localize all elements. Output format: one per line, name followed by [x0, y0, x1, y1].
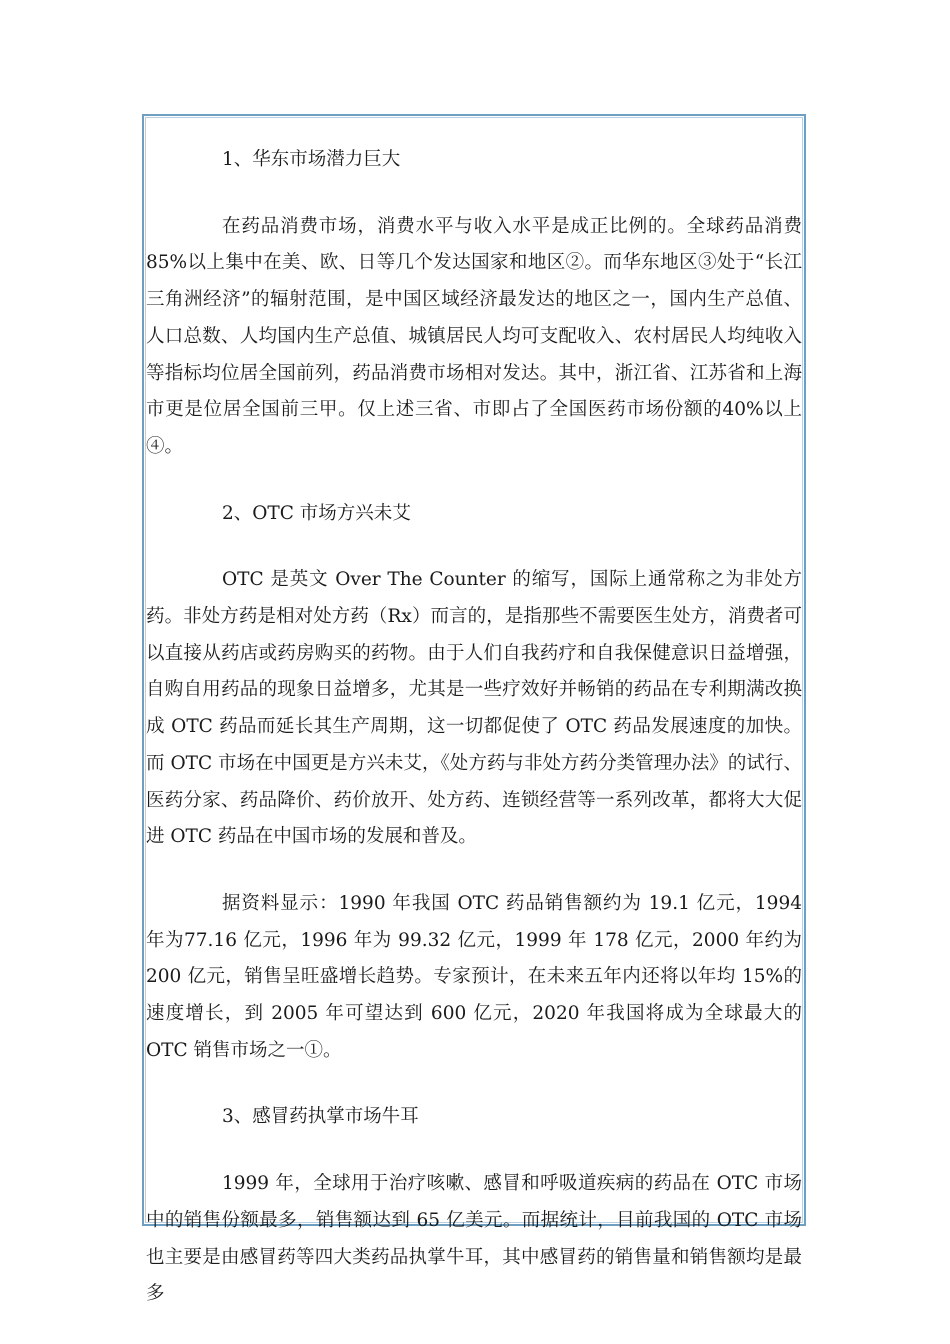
- section-heading: 1、华东市场潜力巨大: [222, 149, 401, 170]
- paragraph: 在药品消费市场，消费水平与收入水平是成正比例的。全球药品消费85%以上集中在美、欧、日等几个发达国家和地区②。而华东地区③处于“长江三角洲经济”的辐射范围，是中国区域经济最发达的地区之一，国内生产总值、人口总数、人均国内生产总值、城镇居民人均可支配收入、农村居民人均纯收入等指标均位居全国前列，药品消费市场相对发达。其中，浙江省、江苏省和上海市更是位居全国前三甲。仅上述三省、市即占了全国医药市场份额的40%以上④。: [146, 215, 802, 457]
- spacer: [146, 466, 802, 496]
- paragraph: OTC 是英文 Over The Counter 的缩写，国际上通常称之为非处方药。非处方药是相对处方药（Rx）而言的，是指那些不需要医生处方，消费者可以直接从药店或药房购买的药物。由于人们自我药疗和自我保健意识日益增强，自购自用药品的现象日益增多，尤其是一些疗效好并畅销的药品在专利期满改换成 OTC 药品而延长其生产周期，这一切都促使了 OTC 药品发展速度的加快。而 OTC 市场在中国更是方兴未艾，《处方药与非处方药分类管理办法》的试行、医药分家、药品降价、药价放开、处方药、连锁经营等一系列改革，都将大大促进 OTC 药品在中国市场的发展和普及。: [146, 569, 802, 848]
- paragraph: 1999 年，全球用于治疗咳嗽、感冒和呼吸道疾病的药品在 OTC 市场中的销售份额最多，销售额达到 65 亿美元。而据统计，目前我国的 OTC 市场也主要是由感冒药等四大类药品执掌牛耳，其中感冒药的销售量和销售额均是最多: [146, 1173, 802, 1305]
- spacer: [146, 1069, 802, 1099]
- spacer: [146, 532, 802, 562]
- section-heading: 3、感冒药执掌市场牛耳: [222, 1106, 419, 1128]
- spacer: [146, 179, 802, 209]
- paragraph: 据资料显示：1990 年我国 OTC 药品销售额约为 19.1 亿元，1994 年为77.16 亿元，1996 年为 99.32 亿元，1999 年 178 亿元，2000 年约为 200 亿元，销售呈旺盛增长趋势。专家预计，在未来五年内还将以年均 15%的速度增长，到 2005 年可望达到 600 亿元，2020 年我国将成为全球最大的 OTC 销售市场之一①。: [146, 892, 802, 1061]
- document-body: [144, 142, 804, 1313]
- spacer: [146, 856, 802, 886]
- section-heading: 2、OTC 市场方兴未艾: [222, 502, 411, 524]
- page-frame: [142, 114, 806, 1305]
- spacer: [146, 1136, 802, 1166]
